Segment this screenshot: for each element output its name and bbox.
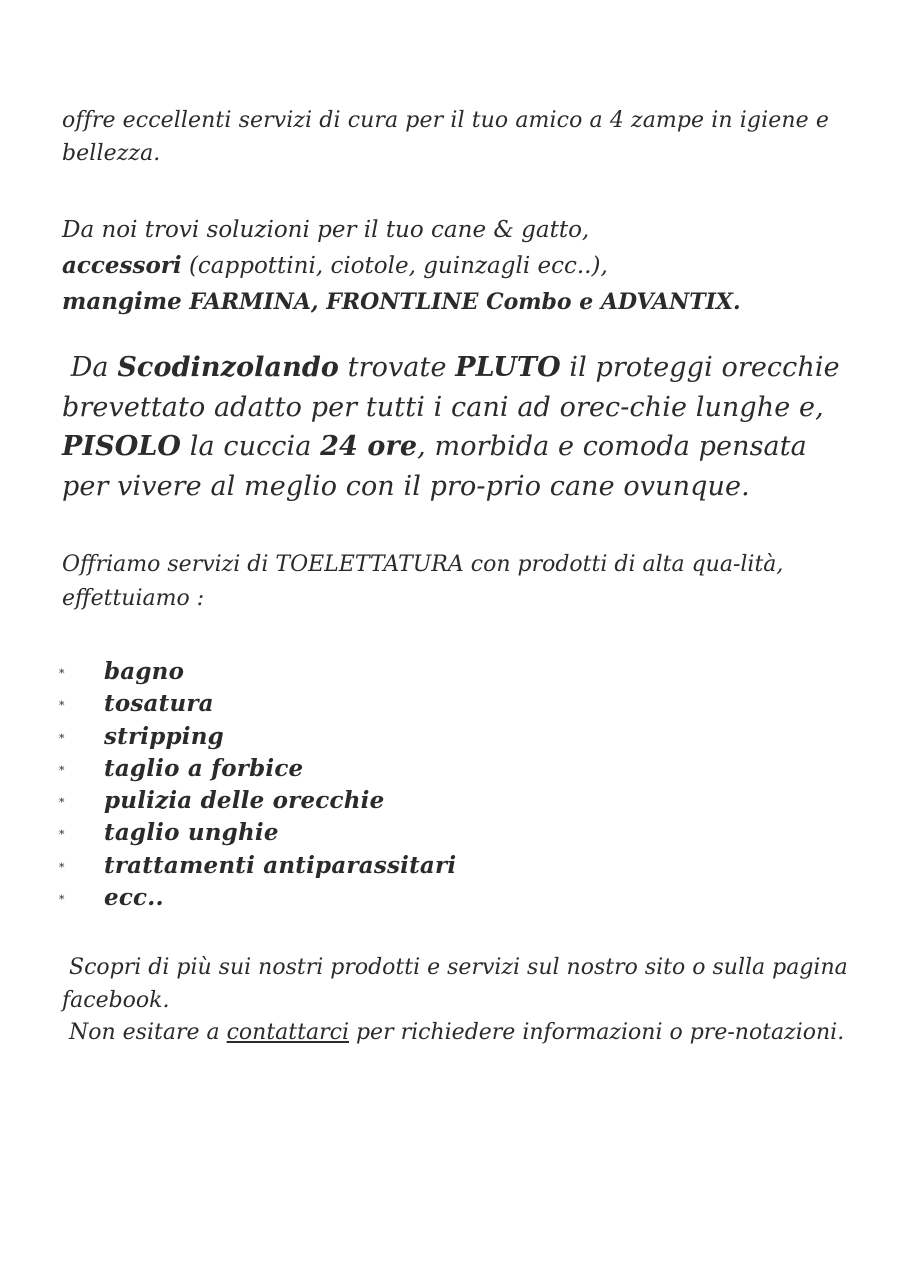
services-list [59, 656, 852, 914]
list-item [59, 785, 852, 817]
list-item [59, 753, 852, 785]
list-item [59, 656, 852, 688]
service-label: ecc.. [104, 884, 164, 912]
service-label: stripping [104, 722, 224, 750]
bullet-icon: * [59, 828, 65, 842]
service-label: pulizia delle orecchie [104, 787, 385, 815]
list-item [59, 882, 852, 914]
bullet-icon: * [59, 893, 65, 907]
list-item [59, 817, 852, 849]
feature-text: trovate [338, 352, 456, 383]
services-intro: Offriamo servizi di TOELETTATURA con prodotti di alta qua-lità, effettuiamo : [62, 552, 784, 611]
shop-name: Scodinzolando [117, 352, 339, 383]
bullet-icon: * [59, 763, 65, 777]
service-label: taglio unghie [104, 819, 279, 847]
outro-line: Scopri di più sui nostri prodotti e servizi sul nostro sito o sulla pagina facebook. [62, 955, 848, 1013]
bullet-icon: * [59, 699, 65, 713]
list-item [59, 721, 852, 753]
contact-link[interactable]: contattarci [226, 1020, 349, 1046]
outro-text: per richiedere informazioni o pre-notazioni. [348, 1020, 845, 1046]
hours-label: 24 ore [320, 431, 418, 462]
accessori-label: accessori [62, 252, 182, 279]
outro-paragraph [62, 952, 852, 1050]
mangime-label: mangime [62, 288, 182, 315]
list-item [59, 688, 852, 720]
accessori-detail: (cappottini, ciotole, guinzagli ecc..), [181, 253, 608, 279]
document-page [59, 104, 852, 1050]
bullet-icon: * [59, 731, 65, 745]
bullet-icon: * [59, 860, 65, 874]
list-item [59, 850, 852, 882]
service-label: bagno [104, 658, 185, 685]
feature-paragraph [62, 348, 852, 506]
bullet-icon: * [59, 667, 65, 680]
service-label: trattamenti antiparassitari [104, 851, 457, 879]
feature-text: Da [70, 352, 118, 383]
pisolo-product: PISOLO [62, 431, 182, 462]
outro-text: Non esitare a [69, 1020, 227, 1046]
offer-text: Da noi trovi soluzioni per il tuo cane & gatto, [62, 217, 590, 243]
offer-paragraph [62, 212, 852, 320]
brands-label: FARMINA, FRONTLINE Combo e ADVANTIX. [181, 289, 741, 315]
pluto-product: PLUTO [455, 352, 561, 383]
feature-text: , morbida e comoda pensata per vivere al meglio con il pro-prio cane ovunque. [62, 431, 807, 502]
service-label: tosatura [104, 690, 214, 718]
feature-text: il proteggi orecchie brevettato adatto per tutti i cani ad orec-chie lunghe e, [62, 352, 840, 423]
bullet-icon: * [59, 796, 65, 810]
feature-text: la cuccia [181, 431, 321, 462]
intro-paragraph: offre eccellenti servizi di cura per il tuo amico a 4 zampe in igiene e bellezza. [62, 108, 829, 166]
service-label: taglio a forbice [104, 754, 304, 782]
